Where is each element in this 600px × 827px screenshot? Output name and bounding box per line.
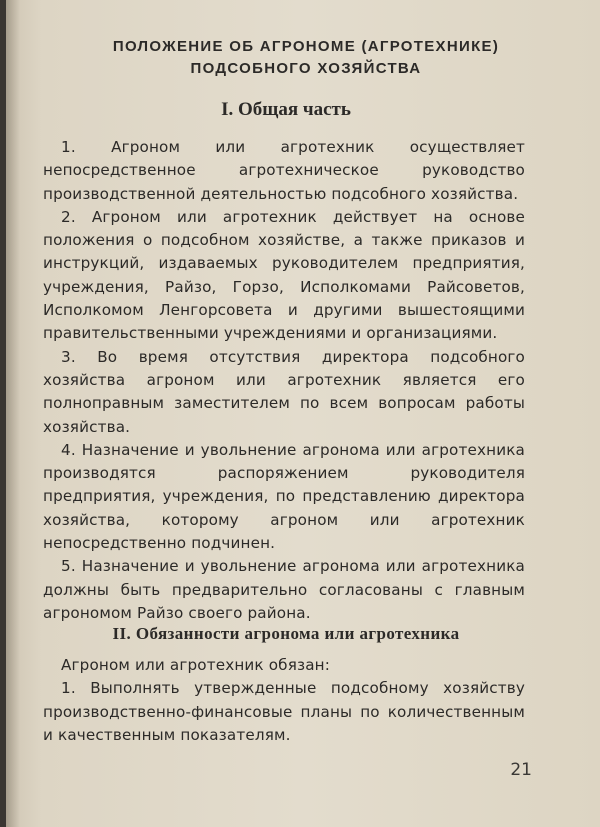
section-heading-general: I. Общая часть [221, 99, 351, 120]
paragraph-2: 2. Агроном или агротехник действует на основе положения о подсобном хозяйстве, а также приказов и инструкций, издаваемых руководителем предприятия, учреждения, Райзо, Горзо, Исполкомами Райсоветов, Исполкомом Ленгорсовета и другими вышестоящими правительственными учреждениями и организациями. [43, 207, 525, 343]
section-duties-body [43, 654, 525, 747]
page-number: 21 [510, 760, 532, 780]
paragraph-1: 1. Агроном или агротехник осуществляет непосредственное агротехническое руководство производственной деятельностью подсобного хозяйства. [43, 138, 525, 203]
document-title-line-1: ПОЛОЖЕНИЕ ОБ АГРОНОМЕ (АГРОТЕХНИКЕ) [112, 38, 500, 55]
section-general-body [43, 136, 525, 625]
duties-intro: Агроном или агротехник обязан: [61, 656, 331, 674]
document-title-line-2: ПОДСОБНОГО ХОЗЯЙСТВА [190, 60, 422, 77]
duty-item-1: 1. Выполнять утвержденные подсобному хозяйству производственно-финансовые планы по количественным и качественным показателям. [43, 679, 525, 744]
paragraph-5: 5. Назначение и увольнение агронома или агротехника должны быть предварительно согласованы с главным агрономом Райзо своего района. [43, 557, 525, 622]
section-heading-duties: II. Обязанности агронома или агротехника [112, 624, 460, 643]
book-page [6, 0, 600, 827]
paragraph-3: 3. Во время отсутствия директора подсобного хозяйства агроном или агротехник является его полноправным заместителем по всем вопросам работы хозяйства. [43, 347, 525, 436]
paragraph-4: 4. Назначение и увольнение агронома или агротехника производятся распоряжением руководителя предприятия, учреждения, по представлению директора хозяйства, которому агроном или агротехник непосредственно подчинен. [43, 440, 525, 553]
